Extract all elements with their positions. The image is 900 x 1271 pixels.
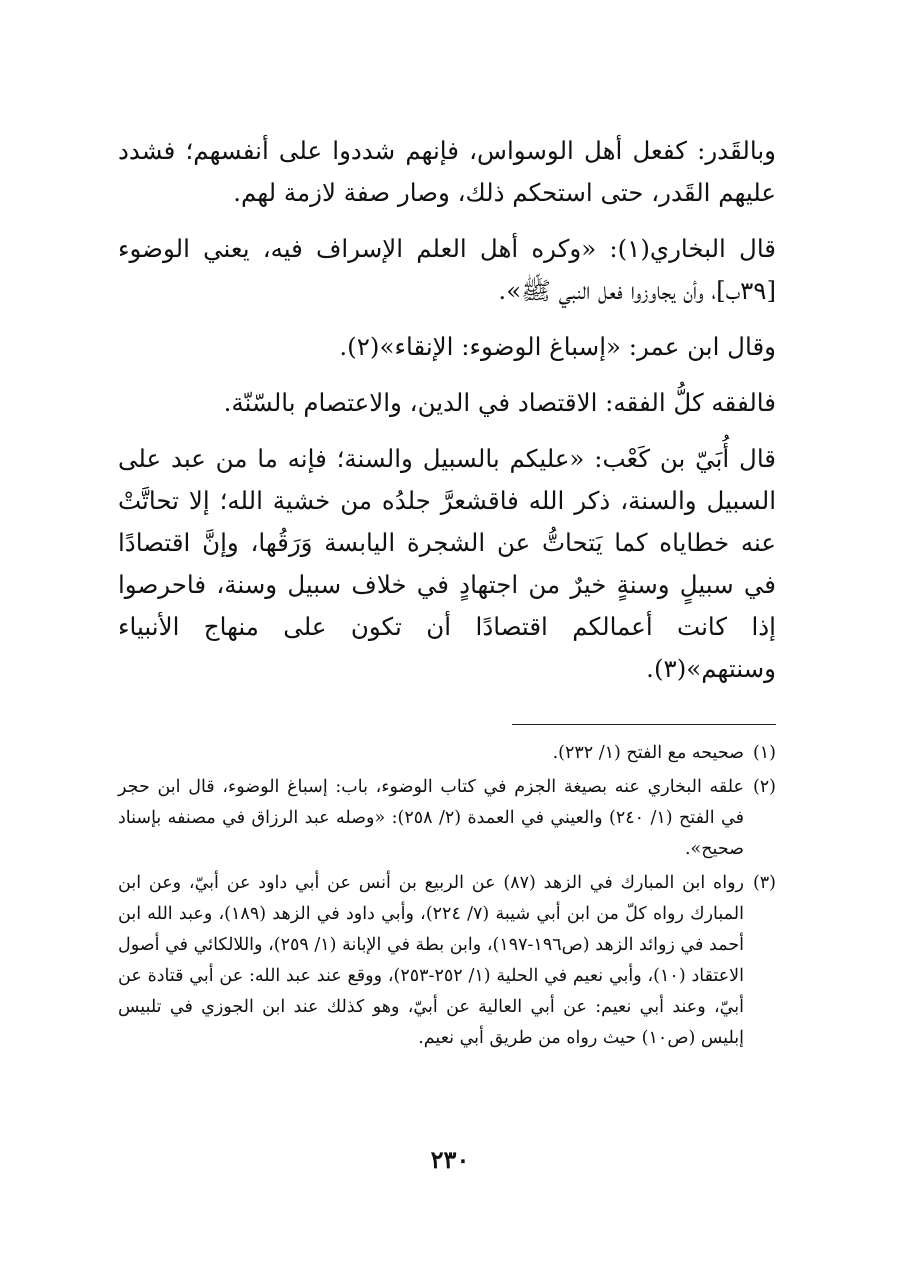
footnote-text: علقه البخاري عنه بصيغة الجزم في كتاب الوضوء، باب: إسباغ الوضوء، قال ابن حجر في الفتح (١/ ٢٤٠) والعيني في العمدة (٢/ ٢٥٨): «وصله عبد الرزاق في مصنفه بإسناد صحيح». [118,777,744,859]
paragraph-qadar: وبالقَدر: كفعل أهل الوسواس، فإنهم شددوا على أنفسهم؛ فشدد عليهم القَدر، حتى استحكم ذلك، وصار صفة لازمة لهم. [118,136,776,207]
footnotes [118,738,776,1057]
footnote-text: صحيحه مع الفتح (١/ ٢٣٢). [552,743,744,763]
footnote-number: (٣) [752,873,776,893]
paragraph-fiqh: فالفقه كلُّ الفقه: الاقتصاد في الدين، والاعتصام بالسّنّة. [223,388,776,417]
footnote-3 [118,868,776,1054]
footnote-number: (١) [752,743,776,763]
paragraph-bukhari: قال البخاري(١): «وكره أهل العلم الإسراف فيه، يعني الوضوء [٣٩ب]، وأن يجاوزوا فعل النبي ﷺ». [118,234,777,305]
footnote-divider [512,724,776,725]
footnote-text: رواه ابن المبارك في الزهد (٨٧) عن الربيع بن أنس عن أبي داود عن أبيّ، وعن ابن المبارك رواه كلّ من ابن أبي شيبة (٧/ ٢٢٤)، وأبي داود في الزهد (١٨٩)، وعبد الله ابن أحمد في زوائد الزهد (ص١٩٦-١٩٧)، وابن بطة في الإبانة (١/ ٢٥٩)، واللالكائي في أصول الاعتقاد (١٠)، وأبي نعيم في الحلية (١/ ٢٥٢-٢٥٣)، ووقع عند عبد الله: عن أبي قتادة عن أبيّ، وعند أبي نعيم: عن أبي العالية عن أبيّ، وهو كذلك عند ابن الجوزي في تلبيس إبليس (ص١٠) حيث رواه من طريق أبي نعيم. [118,873,744,1048]
footnote-2 [118,772,776,865]
paragraph-ubayy: قال أُبَيّ بن كَعْب: «عليكم بالسبيل والسنة؛ فإنه ما من عبد على السبيل والسنة، ذكر الله فاقشعرَّ جلدُه من خشية الله؛ إلا تحاتَّتْ عنه خطاياه كما يَتحاتُّ عن الشجرة اليابسة وَرَقُها، وإنَّ اقتصادًا في سبيلٍ وسنةٍ خيرٌ من اجتهادٍ في خلاف سبيل وسنة، فاحرصوا إذا كانت أعمالكم اقتصادًا أن تكون على منهاج الأنبياء وسنتهم»(٣). [118,444,776,683]
main-text [118,130,776,704]
paragraph-ibn-umar: وقال ابن عمر: «إسباغ الوضوء: الإنقاء»(٢). [339,332,776,361]
footnote-1 [118,738,776,769]
footnote-number: (٢) [752,777,776,797]
page-number: ٢٣٠ [430,1145,470,1174]
